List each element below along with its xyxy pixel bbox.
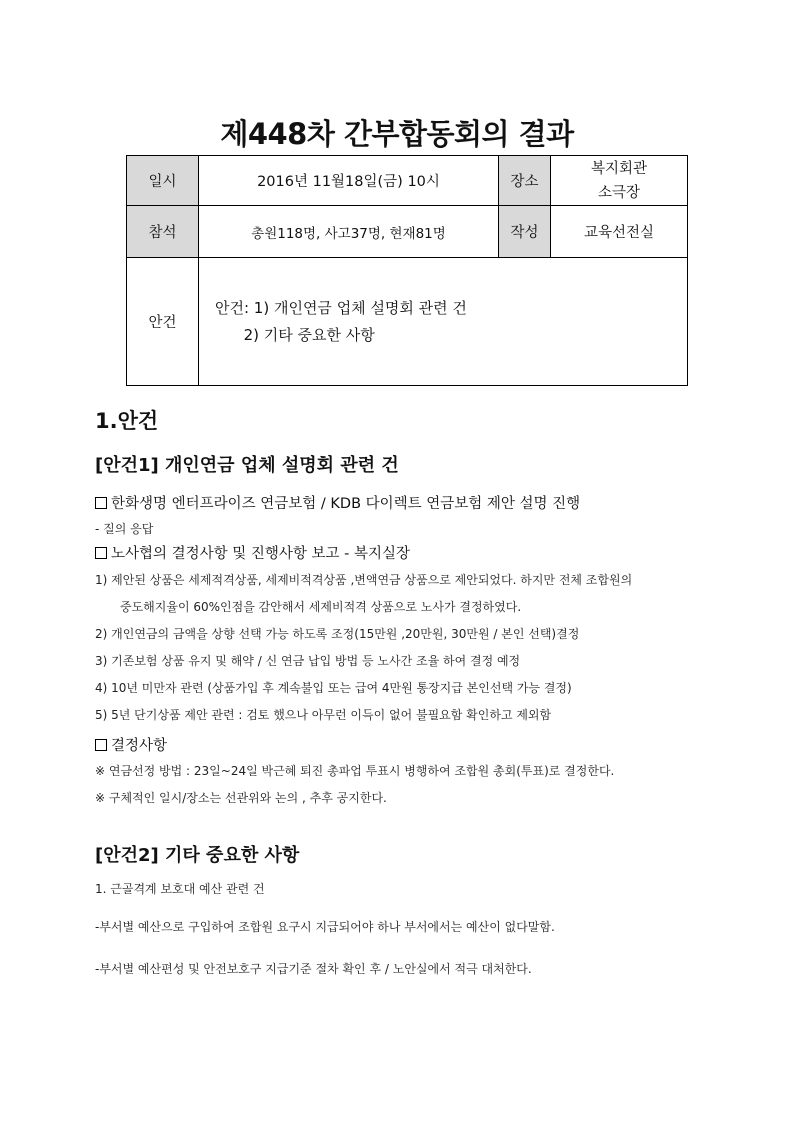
item1-bullet-2-text: 노사협의 결정사항 및 진행사항 보고 - 복지실장: [111, 546, 411, 562]
attend-value: 총원118명, 사고37명, 현재81명: [199, 206, 499, 258]
place-value-line-2: 소극장: [597, 184, 641, 201]
date-value: 2016년 11월18일(금) 10시: [199, 156, 499, 206]
item1-heading: [안건1] 개인연금 업체 설명회 관련 건: [95, 455, 399, 476]
item2-line-3: -부서별 예산편성 및 안전보호구 지급기준 절차 확인 후 / 노안실에서 적극 대처한다.: [95, 962, 532, 976]
date-label: 일시: [127, 156, 199, 206]
checkbox-square-icon: [95, 497, 107, 509]
item1-decision-2: ※ 구체적인 일시/장소는 선관위와 논의 , 추후 공지한다.: [95, 791, 387, 805]
checkbox-square-icon: [95, 739, 107, 751]
section-title: 1.안건: [95, 409, 159, 433]
agenda-line-1: 안건: 1) 개인연금 업체 설명회 관련 건: [215, 298, 467, 317]
item1-point-5: 5) 5년 단기상품 제안 관련 : 검토 했으나 아무런 이득이 없어 불필요함 확인하고 제외함: [95, 708, 552, 722]
place-label: 장소: [499, 156, 551, 206]
item1-point-3: 3) 기존보험 상품 유지 및 해약 / 신 연금 납입 방법 등 노사간 조율 하여 결정 예정: [95, 654, 521, 668]
author-label: 작성: [499, 206, 551, 258]
place-value: [551, 156, 688, 206]
item1-bullet-3-text: 결정사항: [111, 738, 168, 754]
item1-bullet-1-text: 한화생명 엔터프라이즈 연금보험 / KDB 다이렉트 연금보험 제안 설명 진행: [111, 496, 581, 512]
item1-point-4: 4) 10년 미만자 관련 (상품가입 후 계속불입 또는 급여 4만원 통장지급 본인선택 가능 결정): [95, 681, 572, 695]
meeting-info-table: [126, 155, 688, 386]
item1-qa: - 질의 응답: [95, 522, 154, 536]
item2-heading: [안건2] 기타 중요한 사항: [95, 845, 300, 866]
checkbox-square-icon: [95, 547, 107, 559]
agenda-line-2: 2) 기타 중요한 사항: [215, 325, 375, 344]
author-value: 교육선전실: [551, 206, 688, 258]
item2-line-2: -부서별 예산으로 구입하여 조합원 요구시 지급되어야 하나 부서에서는 예산이 없다말함.: [95, 920, 555, 934]
place-value-line-1: 복지회관: [590, 160, 648, 177]
item1-point-1a: 1) 제안된 상품은 세제적격상품, 세제비적격상품 ,변액연금 상품으로 제안되었다. 하지만 전체 조합원의: [95, 573, 633, 587]
agenda-content: [199, 258, 688, 386]
document-title: 제448차 간부합동회의 결과: [220, 117, 574, 151]
item1-point-1b: 중도해지율이 60%인점을 감안해서 세제비적격 상품으로 노사가 결정하였다.: [120, 600, 522, 614]
agenda-label: 안건: [127, 258, 199, 386]
item2-line-1: 1. 근골격계 보호대 예산 관련 건: [95, 882, 265, 896]
item1-bullet-3: [95, 734, 167, 755]
item1-bullet-1: [95, 492, 580, 513]
item1-decision-1: ※ 연금선정 방법 : 23일~24일 박근혜 퇴진 총파업 투표시 병행하여 조합원 총회(투표)로 결정한다.: [95, 764, 615, 778]
item1-bullet-2: [95, 542, 410, 563]
attend-label: 참석: [127, 206, 199, 258]
item1-point-2: 2) 개인연금의 금액을 상향 선택 가능 하도록 조정(15만원 ,20만원, 30만원 / 본인 선택)결정: [95, 627, 580, 641]
